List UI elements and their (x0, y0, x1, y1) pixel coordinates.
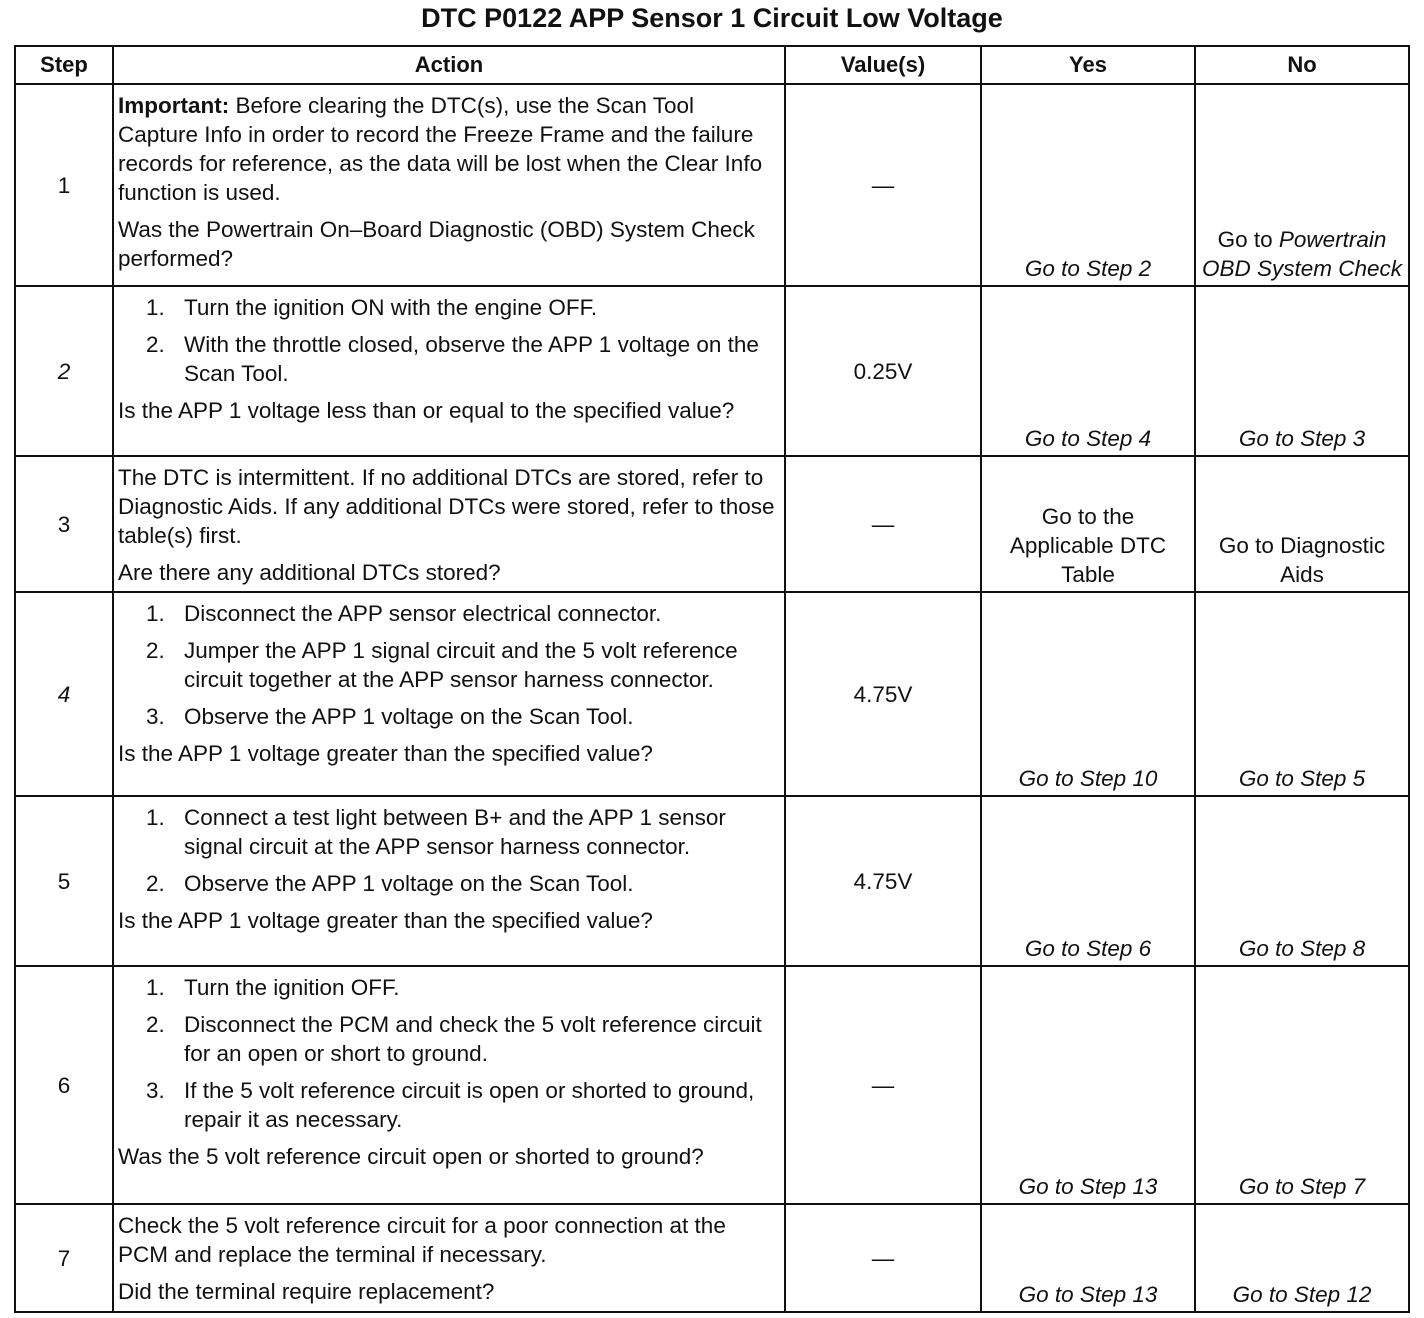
step-number: 5 (15, 796, 113, 966)
step-list (118, 803, 776, 898)
important-note (118, 91, 776, 207)
question-text: Was the Powertrain On–Board Diagnostic (OBD) System Check performed? (118, 217, 755, 271)
yes-link[interactable]: Go to the Applicable DTC Table (1009, 504, 1167, 587)
no-link[interactable]: Go to Step 12 (1232, 1282, 1372, 1307)
yes-cell (981, 966, 1195, 1204)
value-cell: — (785, 1204, 981, 1312)
no-cell (1195, 456, 1409, 592)
list-item: 2. Disconnect the PCM and check the 5 volt reference circuit for an open or short to ground. (146, 1012, 762, 1066)
step-number: 1 (15, 84, 113, 286)
diagnostic-table (14, 45, 1410, 1313)
no-prefix: Go to (1217, 227, 1279, 252)
no-link[interactable]: Go to Step 3 (1238, 426, 1366, 451)
list-item: 3. If the 5 volt reference circuit is open or shorted to ground, repair it as necessary. (146, 1078, 755, 1132)
list-item: 2. Jumper the APP 1 signal circuit and the 5 volt reference circuit together at the APP sensor harness connector. (146, 638, 738, 692)
yes-cell (981, 286, 1195, 456)
list-item: 1. Turn the ignition ON with the engine OFF. (146, 295, 598, 320)
value-cell: 0.25V (785, 286, 981, 456)
question-text: Was the 5 volt reference circuit open or shorted to ground? (118, 1144, 704, 1169)
list-item: 2. With the throttle closed, observe the APP 1 voltage on the Scan Tool. (146, 332, 759, 386)
question-text: Is the APP 1 voltage less than or equal to the specified value? (118, 398, 735, 423)
no-cell (1195, 286, 1409, 456)
action-text: The DTC is intermittent. If no additional DTCs are stored, refer to Diagnostic Aids. If any additional DTCs were stored, refer to those table(s) first. (118, 465, 775, 548)
yes-cell (981, 456, 1195, 592)
yes-cell (981, 796, 1195, 966)
no-cell (1195, 1204, 1409, 1312)
no-link[interactable]: Go to Step 5 (1238, 766, 1366, 791)
question-text: Is the APP 1 voltage greater than the specified value? (118, 908, 653, 933)
value-cell: — (785, 966, 981, 1204)
no-cell (1195, 796, 1409, 966)
value-cell: 4.75V (785, 592, 981, 796)
yes-cell (981, 592, 1195, 796)
important-text: Before clearing the DTC(s), use the Scan Tool Capture Info in order to record the Freeze Frame and the failure records for reference, as the data will be lost when the Clear Info function is used. (118, 93, 763, 205)
list-item: 2. Observe the APP 1 voltage on the Scan Tool. (146, 871, 634, 896)
header-action: Action (113, 46, 785, 84)
table-row (15, 456, 1409, 592)
no-link[interactable]: Go to Diagnostic Aids (1218, 533, 1386, 587)
action-cell (113, 456, 785, 592)
action-cell (113, 592, 785, 796)
no-cell (1195, 84, 1409, 286)
list-item: 1. Disconnect the APP sensor electrical connector. (146, 601, 662, 626)
yes-link[interactable]: Go to Step 13 (1018, 1282, 1158, 1307)
table-row (15, 84, 1409, 286)
action-text: Check the 5 volt reference circuit for a poor connection at the PCM and replace the terminal if necessary. (118, 1213, 726, 1267)
header-yes: Yes (981, 46, 1195, 84)
list-item: 1. Turn the ignition OFF. (146, 975, 400, 1000)
table-row (15, 1204, 1409, 1312)
yes-link[interactable]: Go to Step 2 (1024, 256, 1152, 281)
yes-cell (981, 84, 1195, 286)
step-list (118, 293, 776, 388)
yes-link[interactable]: Go to Step 4 (1024, 426, 1152, 451)
step-number: 4 (15, 592, 113, 796)
no-italic-target: Powertrain OBD System Check (1201, 227, 1403, 281)
list-item: 3. Observe the APP 1 voltage on the Scan Tool. (146, 704, 634, 729)
value-cell: — (785, 456, 981, 592)
no-cell (1195, 592, 1409, 796)
yes-link[interactable]: Go to Step 13 (1018, 1174, 1158, 1199)
table-row (15, 592, 1409, 796)
no-link[interactable] (1196, 225, 1408, 283)
step-number: 6 (15, 966, 113, 1204)
action-cell (113, 966, 785, 1204)
yes-link[interactable]: Go to Step 6 (1024, 936, 1152, 961)
no-cell (1195, 966, 1409, 1204)
step-number: 2 (15, 286, 113, 456)
table-row (15, 796, 1409, 966)
table-row (15, 966, 1409, 1204)
yes-link[interactable]: Go to Step 10 (1018, 766, 1158, 791)
action-cell (113, 84, 785, 286)
action-cell (113, 796, 785, 966)
question-text: Did the terminal require replacement? (118, 1279, 495, 1304)
step-number: 7 (15, 1204, 113, 1312)
step-list (118, 599, 776, 731)
table-row (15, 286, 1409, 456)
header-row (15, 46, 1409, 84)
header-values: Value(s) (785, 46, 981, 84)
step-list (118, 973, 776, 1134)
header-step: Step (15, 46, 113, 84)
no-link[interactable]: Go to Step 7 (1238, 1174, 1366, 1199)
page-title: DTC P0122 APP Sensor 1 Circuit Low Voltage (421, 3, 1003, 33)
header-no: No (1195, 46, 1409, 84)
question-text: Are there any additional DTCs stored? (118, 560, 501, 585)
step-number: 3 (15, 456, 113, 592)
action-cell (113, 1204, 785, 1312)
value-cell: 4.75V (785, 796, 981, 966)
action-cell (113, 286, 785, 456)
yes-cell (981, 1204, 1195, 1312)
important-label: Important: (118, 93, 230, 118)
value-cell: — (785, 84, 981, 286)
list-item: 1. Connect a test light between B+ and the APP 1 sensor signal circuit at the APP sensor harness connector. (146, 805, 726, 859)
no-link[interactable]: Go to Step 8 (1238, 936, 1366, 961)
question-text: Is the APP 1 voltage greater than the specified value? (118, 741, 653, 766)
